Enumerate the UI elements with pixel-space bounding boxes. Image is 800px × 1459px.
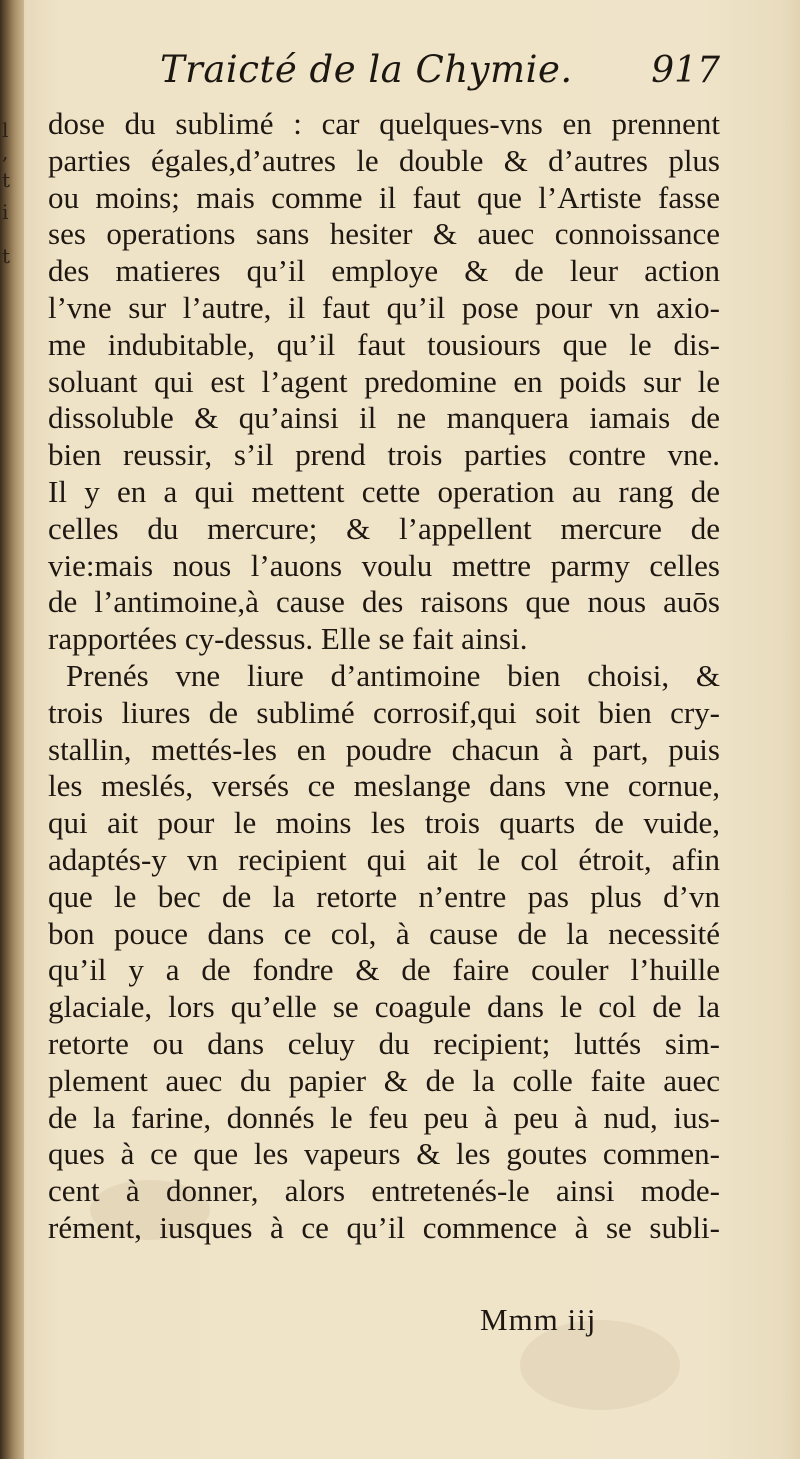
text-line: celles du mercure; & l’appellent mercure de [48,510,720,546]
gutter-fragment: t [2,244,11,268]
text-line: parties égales,d’autres le double & d’autres plus [48,142,720,178]
gutter-fragment: t [2,168,11,192]
text-line: adaptés-y vn recipient qui ait le col étroit, afin [48,841,720,877]
text-line: des matieres qu’il employe & de leur action [48,253,720,289]
text-line: ou moins; mais comme il faut que l’Artiste fasse [48,179,720,215]
text-line: bon pouce dans ce col, à cause de la necessité [48,915,720,951]
gutter-fragment: , [2,140,9,164]
text-line: de l’antimoine,à cause des raisons que nous auōs [48,584,720,620]
text-line: soluant qui est l’agent predomine en poids sur le [48,363,720,399]
text-line: ses operations sans hesiter & auec connoissance [48,216,720,252]
page-gutter [0,0,24,1459]
text-line: cent à donner, alors entretenés-le ainsi mode- [48,1173,720,1209]
text-line: glaciale, lors qu’elle se coagule dans le col de la [48,989,720,1025]
page-number: 917 [651,50,720,91]
text-line: qui ait pour le moins les trois quarts de vuide, [48,805,720,841]
text-line: dissoluble & qu’ainsi il ne manquera iamais de [48,400,720,436]
text-line: retorte ou dans celuy du recipient; luttés sim- [48,1025,720,1061]
body-text [48,106,720,1247]
text-line: Prenés vne liure d’antimoine bien choisi, & [66,657,720,693]
text-line: plement auec du papier & de la colle faite auec [48,1062,720,1098]
text-line: qu’il y a de fondre & de faire couler l’huille [48,952,720,988]
text-line: dose du sublimé : car quelques-vns en prennent [48,106,720,141]
text-line: vie:mais nous l’auons voulu mettre parmy celles [48,547,720,583]
text-line: ques à ce que les vapeurs & les goutes commen- [48,1136,720,1172]
text-line: de la farine, donnés le feu peu à peu à nud, ius- [48,1099,720,1135]
text-line: me indubitable, qu’il faut tousiours que le dis- [48,326,720,362]
gutter-fragment: l [2,118,9,142]
text-line: Il y en a qui mettent cette operation au rang de [48,473,720,509]
text-line: rément, iusques à ce qu’il commence à se subli- [48,1209,720,1245]
text-line: stallin, mettés-les en poudre chacun à part, puis [48,731,720,767]
text-line: rapportées cy-dessus. Elle se fait ainsi. [48,621,528,657]
text-line: les meslés, versés ce meslange dans vne cornue, [48,768,720,804]
running-title: Traicté de la Chymie. [160,48,573,91]
text-line: trois liures de sublimé corrosif,qui soit bien cry- [48,694,720,730]
text-line: bien reussir, s’il prend trois parties contre vne. [48,437,720,473]
signature-mark: Mmm iij [480,1302,597,1337]
text-line: l’vne sur l’autre, il faut qu’il pose pour vn axio- [48,289,720,325]
gutter-fragment: i [2,200,9,224]
page-header [40,48,720,100]
text-line: que le bec de la retorte n’entre pas plus d’vn [48,878,720,914]
